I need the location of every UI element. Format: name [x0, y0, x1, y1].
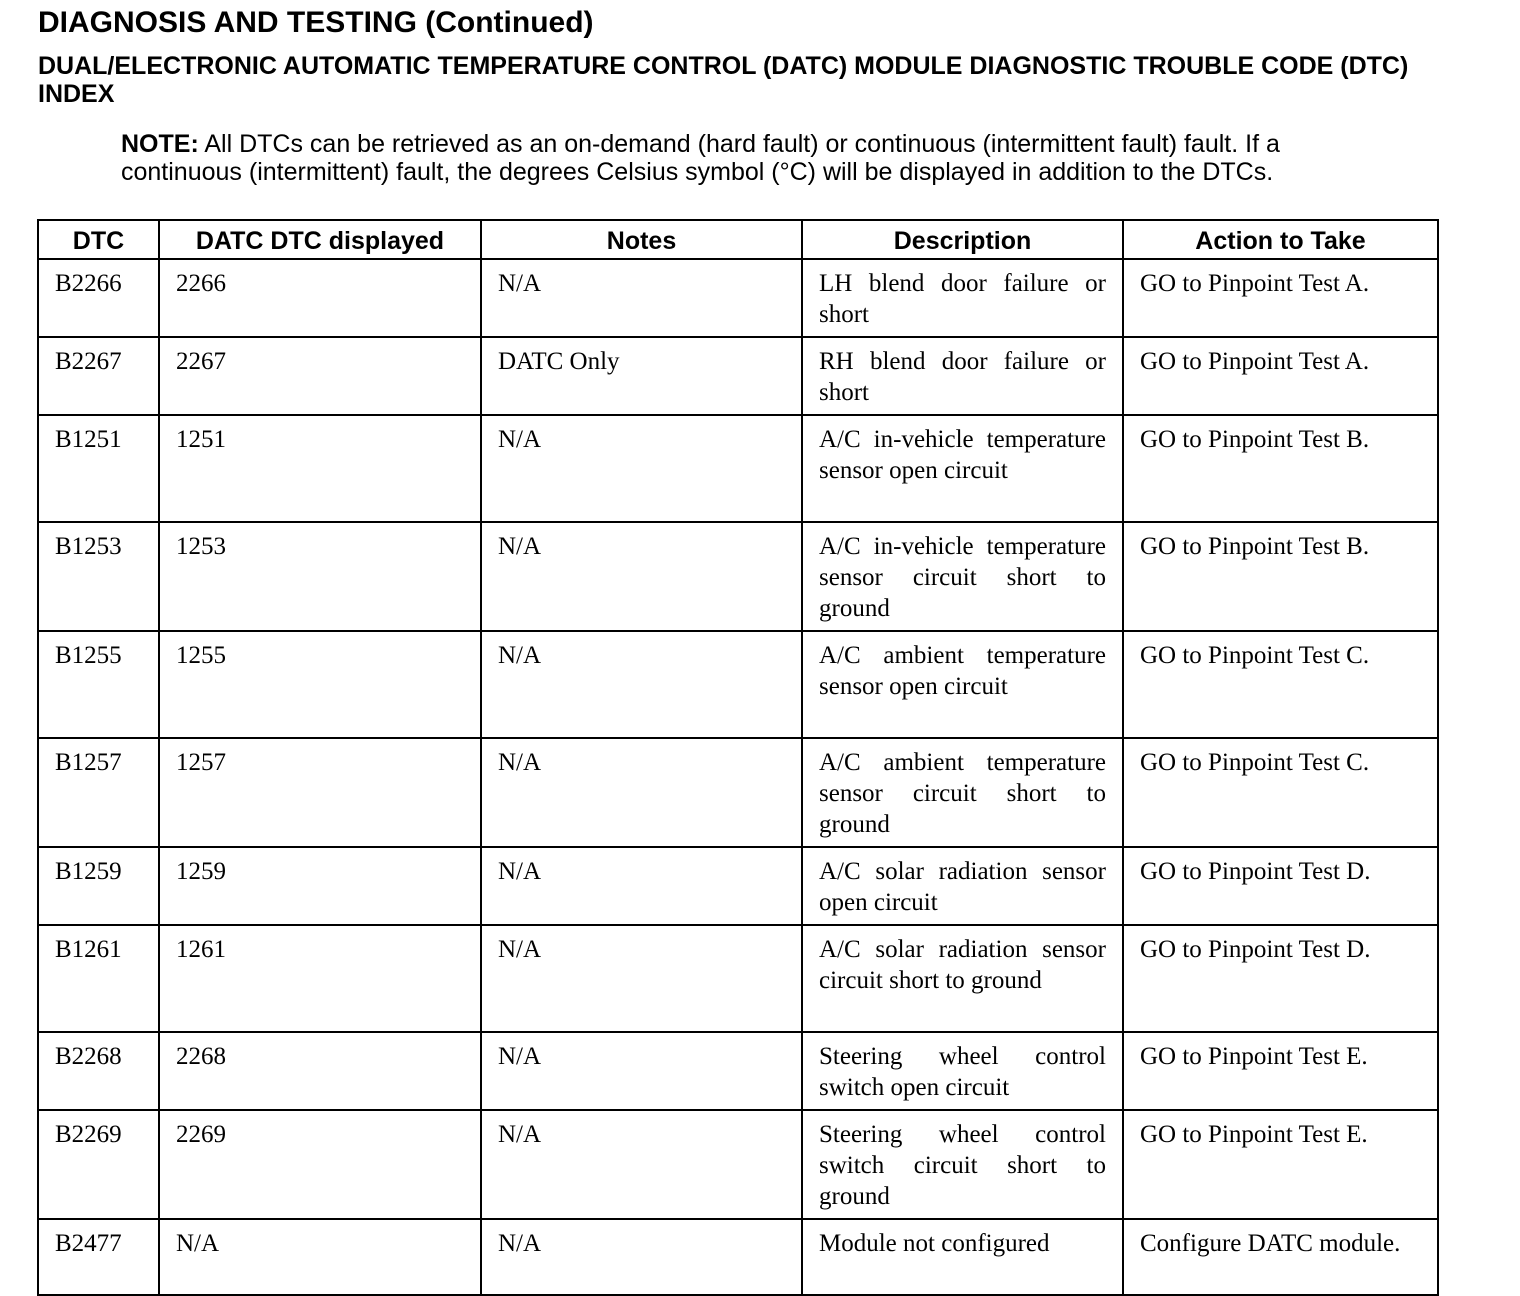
section-title: DUAL/ELECTRONIC AUTOMATIC TEMPERATURE CONTROL (DATC) MODULE DIAGNOSTIC TROUBLE CODE (DTC) INDEX — [38, 52, 1409, 108]
cell-action: GO to Pinpoint Test D. — [1123, 847, 1438, 925]
cell-action: GO to Pinpoint Test E. — [1123, 1032, 1438, 1110]
cell-notes: DATC Only — [481, 337, 802, 415]
column-header-action: Action to Take — [1123, 220, 1438, 259]
cell-displayed: N/A — [159, 1219, 481, 1295]
cell-notes: N/A — [481, 738, 802, 847]
table-row — [38, 1110, 1438, 1219]
cell-displayed: 1261 — [159, 925, 481, 1032]
cell-action: GO to Pinpoint Test C. — [1123, 738, 1438, 847]
cell-displayed: 2266 — [159, 259, 481, 337]
cell-action: GO to Pinpoint Test A. — [1123, 259, 1438, 337]
cell-action: GO to Pinpoint Test C. — [1123, 631, 1438, 738]
table-row — [38, 738, 1438, 847]
page-heading: DIAGNOSIS AND TESTING (Continued) — [38, 6, 594, 39]
column-header-notes: Notes — [481, 220, 802, 259]
table-row — [38, 1219, 1438, 1295]
cell-notes: N/A — [481, 631, 802, 738]
cell-description: Steering wheel control switch circuit short to ground — [802, 1110, 1123, 1219]
cell-description: Module not configured — [802, 1219, 1123, 1295]
cell-action: Configure DATC module. — [1123, 1219, 1438, 1295]
cell-dtc: B2267 — [38, 337, 159, 415]
cell-notes: N/A — [481, 522, 802, 631]
table-row — [38, 337, 1438, 415]
table-row — [38, 1032, 1438, 1110]
table-row — [38, 522, 1438, 631]
cell-displayed: 1251 — [159, 415, 481, 522]
cell-displayed: 1259 — [159, 847, 481, 925]
cell-dtc: B2477 — [38, 1219, 159, 1295]
cell-displayed: 2269 — [159, 1110, 481, 1219]
cell-displayed: 2267 — [159, 337, 481, 415]
cell-dtc: B1251 — [38, 415, 159, 522]
column-header-description: Description — [802, 220, 1123, 259]
cell-notes: N/A — [481, 259, 802, 337]
cell-dtc: B1255 — [38, 631, 159, 738]
cell-dtc: B1259 — [38, 847, 159, 925]
cell-dtc: B2269 — [38, 1110, 159, 1219]
cell-description: A/C solar radiation sensor circuit short to ground — [802, 925, 1123, 1032]
cell-description: A/C solar radiation sensor open circuit — [802, 847, 1123, 925]
table-header-row — [38, 220, 1438, 259]
cell-action: GO to Pinpoint Test A. — [1123, 337, 1438, 415]
table-row — [38, 259, 1438, 337]
cell-description: A/C in-vehicle temperature sensor open circuit — [802, 415, 1123, 522]
cell-dtc: B2266 — [38, 259, 159, 337]
cell-action: GO to Pinpoint Test B. — [1123, 522, 1438, 631]
cell-description: Steering wheel control switch open circuit — [802, 1032, 1123, 1110]
column-header-datc-dtc-displayed: DATC DTC displayed — [159, 220, 481, 259]
cell-dtc: B2268 — [38, 1032, 159, 1110]
cell-notes: N/A — [481, 1219, 802, 1295]
cell-displayed: 1257 — [159, 738, 481, 847]
cell-notes: N/A — [481, 925, 802, 1032]
note-text: All DTCs can be retrieved as an on-demand (hard fault) or continuous (intermittent fault) fault. If a continuous (intermittent) fault, the degrees Celsius symbol (°C) will be displayed in addition to the DTCs. — [121, 130, 1280, 186]
table-row — [38, 925, 1438, 1032]
note-label: NOTE: — [121, 130, 199, 158]
cell-dtc: B1261 — [38, 925, 159, 1032]
cell-action: GO to Pinpoint Test E. — [1123, 1110, 1438, 1219]
table-row — [38, 415, 1438, 522]
cell-notes: N/A — [481, 847, 802, 925]
cell-action: GO to Pinpoint Test D. — [1123, 925, 1438, 1032]
note-paragraph — [121, 130, 1351, 186]
cell-action: GO to Pinpoint Test B. — [1123, 415, 1438, 522]
cell-displayed: 2268 — [159, 1032, 481, 1110]
cell-description: RH blend door failure or short — [802, 337, 1123, 415]
cell-displayed: 1255 — [159, 631, 481, 738]
dtc-index-table — [37, 219, 1439, 1296]
cell-description: LH blend door failure or short — [802, 259, 1123, 337]
cell-dtc: B1253 — [38, 522, 159, 631]
cell-description: A/C ambient temperature sensor open circuit — [802, 631, 1123, 738]
table-row — [38, 847, 1438, 925]
cell-notes: N/A — [481, 1032, 802, 1110]
cell-dtc: B1257 — [38, 738, 159, 847]
cell-displayed: 1253 — [159, 522, 481, 631]
cell-description: A/C ambient temperature sensor circuit short to ground — [802, 738, 1123, 847]
cell-notes: N/A — [481, 415, 802, 522]
cell-description: A/C in-vehicle temperature sensor circuit short to ground — [802, 522, 1123, 631]
cell-notes: N/A — [481, 1110, 802, 1219]
table-row — [38, 631, 1438, 738]
column-header-dtc: DTC — [38, 220, 159, 259]
